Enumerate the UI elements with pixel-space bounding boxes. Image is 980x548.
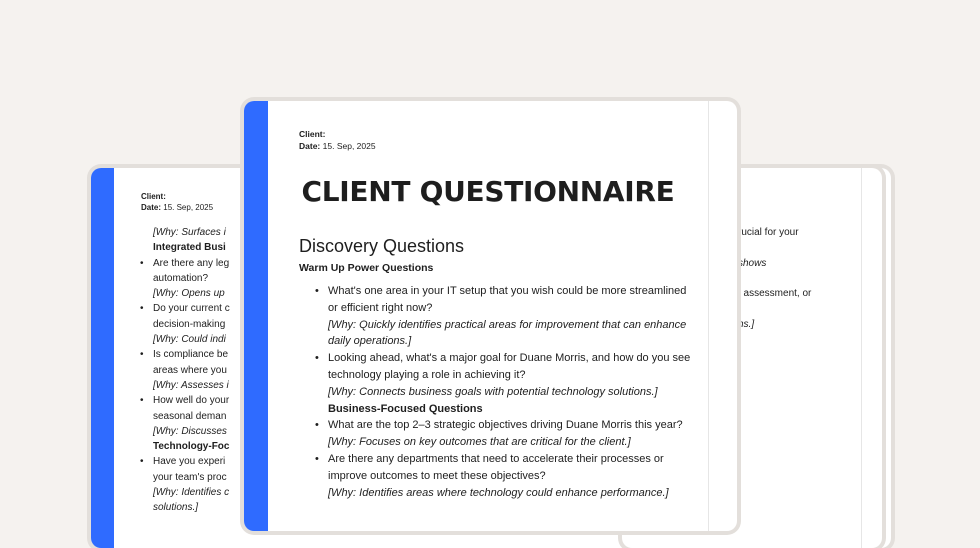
bullet-icon: • bbox=[140, 456, 144, 468]
line-text: [Why: Assesses i bbox=[153, 379, 229, 391]
text-line: shows bbox=[738, 257, 767, 269]
bullet-icon: • bbox=[315, 352, 319, 365]
document-meta bbox=[299, 128, 376, 152]
line-text: automation? bbox=[153, 272, 209, 284]
line-text: [Why: Discusses bbox=[153, 425, 227, 437]
text-line bbox=[738, 301, 811, 316]
question-text: Are there any departments that need to accelerate their processes or improve outcomes to meet these objectives? bbox=[328, 452, 664, 482]
line-text: Have you experi bbox=[153, 456, 226, 468]
date-value: 15. Sep, 2025 bbox=[322, 141, 376, 151]
text-line: ns.] bbox=[738, 318, 755, 330]
text-line bbox=[738, 240, 811, 255]
question-item bbox=[315, 417, 698, 451]
rationale-text: [Why: Focuses on key outcomes that are critical for the client.] bbox=[328, 436, 631, 449]
line-text: areas where you bbox=[153, 364, 227, 376]
question-item bbox=[315, 451, 698, 501]
bullet-icon: • bbox=[140, 349, 144, 361]
accent-stripe bbox=[244, 101, 268, 531]
date-value: 15. Sep, 2025 bbox=[163, 203, 214, 212]
document-meta bbox=[141, 191, 213, 213]
client-label: Client: bbox=[141, 192, 166, 201]
line-text: Technology-Foc bbox=[153, 441, 230, 453]
bullet-icon: • bbox=[140, 303, 144, 315]
accent-stripe bbox=[91, 168, 114, 548]
line-text: [Why: Surfaces i bbox=[153, 227, 226, 238]
bullet-icon: • bbox=[315, 419, 319, 432]
date-label: Date: bbox=[299, 141, 321, 151]
line-text: Are there any leg bbox=[153, 257, 230, 269]
rationale-text: [Why: Identifies areas where technology could enhance performance.] bbox=[328, 486, 669, 499]
margin-rule bbox=[708, 101, 709, 531]
bullet-icon: • bbox=[140, 395, 144, 407]
line-text: [Why: Identifies c bbox=[153, 487, 230, 499]
line-text: Is compliance be bbox=[153, 349, 229, 361]
line-text: Do your current c bbox=[153, 303, 230, 315]
section-title: Discovery Questions bbox=[299, 236, 465, 256]
line-text: Integrated Busi bbox=[153, 242, 226, 254]
rationale-text: [Why: Quickly identifies practical areas for improvement that can enhance daily operations.] bbox=[328, 318, 687, 348]
line-text: How well do your bbox=[153, 395, 230, 407]
text-line bbox=[738, 271, 811, 286]
line-text: your team's proc bbox=[153, 471, 227, 483]
date-label: Date: bbox=[141, 203, 162, 212]
text-line: , assessment, or bbox=[738, 288, 812, 300]
question-text: What are the top 2–3 strategic objectives driving Duane Morris this year? bbox=[328, 419, 683, 432]
line-text: decision-making bbox=[153, 318, 226, 330]
bullet-icon: • bbox=[315, 285, 319, 297]
line-text: [Why: Could indi bbox=[153, 334, 226, 346]
bullet-icon: • bbox=[140, 257, 144, 269]
document-body bbox=[738, 225, 811, 332]
subsection-heading: Business-Focused Questions bbox=[328, 402, 483, 415]
main-document bbox=[244, 101, 737, 531]
rationale-text: [Why: Connects business goals with potential technology solutions.] bbox=[328, 385, 658, 398]
margin-rule bbox=[861, 168, 862, 548]
line-text: solutions.] bbox=[153, 502, 199, 514]
bullet-icon: • bbox=[315, 452, 319, 465]
question-item bbox=[315, 283, 698, 350]
line-text: seasonal deman bbox=[153, 410, 227, 422]
question-text: Looking ahead, what's a major goal for Duane Morris, and how do you see technology playing a role in achieving it? bbox=[328, 352, 691, 381]
line-text: [Why: Opens up bbox=[153, 288, 225, 300]
question-item bbox=[315, 350, 698, 417]
client-label: Client: bbox=[299, 129, 326, 139]
text-line: rucial for your bbox=[738, 227, 799, 238]
document-title: CLIENT QUESTIONNAIRE bbox=[301, 175, 675, 208]
question-list bbox=[315, 283, 698, 501]
question-text: What's one area in your IT setup that you wish could be more streamlined or efficient right now? bbox=[328, 285, 687, 314]
subsection-title: Warm Up Power Questions bbox=[299, 262, 434, 274]
